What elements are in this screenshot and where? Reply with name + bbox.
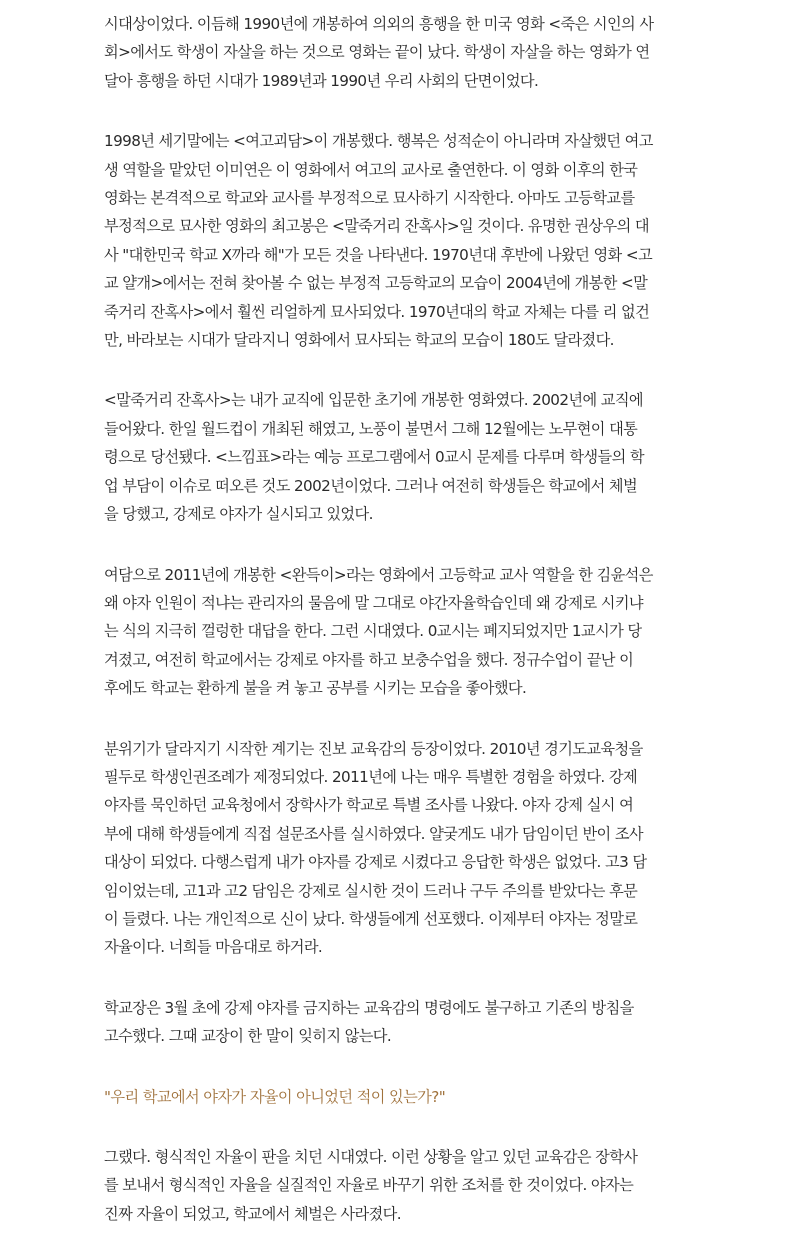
principal-quote	[104, 1083, 704, 1111]
text-line: 겨졌고, 여전히 학교에서는 강제로 야자를 하고 보충수업을 했다. 정규수업이 끝난 이	[104, 650, 634, 669]
paragraph-3	[104, 386, 704, 528]
text-line: 대상이 되었다. 다행스럽게 내가 야자를 강제로 시켰다고 응답한 학생은 없었다. 고3 담	[104, 853, 647, 872]
text-line: 영화는 본격적으로 학교와 교사를 부정적으로 묘사하기 시작한다. 아마도 고등학교를	[104, 189, 635, 208]
text-line: 만, 바라보는 시대가 달라지니 영화에서 묘사되는 학교의 모습이 180도 달라졌다.	[104, 331, 614, 350]
text-line: 임이었는데, 고1과 고2 담임은 강제로 실시한 것이 드러나 구두 주의를 받았다는 후문	[104, 881, 638, 900]
text-line: 을 당했고, 강제로 야자가 실시되고 있었다.	[104, 505, 373, 524]
text-line: 사 "대한민국 학교 X까라 해"가 모든 것을 나타낸다. 1970년대 후반에 나왔던 영화 <고	[104, 245, 653, 264]
text-line: 학교장은 3월 초에 강제 야자를 금지하는 교육감의 명령에도 불구하고 기존의 방침을	[104, 998, 634, 1017]
article-body	[104, 10, 704, 1260]
paragraph-4	[104, 561, 704, 703]
text-line: 고수했다. 그때 교장이 한 말이 잊히지 않는다.	[104, 1027, 392, 1046]
text-line: 부정적으로 묘사한 영화의 최고봉은 <말죽거리 잔혹사>일 것이다. 유명한 권상우의 대	[104, 217, 649, 236]
paragraph-1	[104, 10, 704, 95]
text-line: 후에도 학교는 환하게 불을 켜 놓고 공부를 시키는 모습을 좋아했다.	[104, 679, 527, 698]
paragraph-2	[104, 127, 704, 354]
text-line: 들어왔다. 한일 월드컵이 개최된 해였고, 노풍이 불면서 그해 12월에는 노무현이 대통	[104, 419, 638, 438]
text-line: 업 부담이 이슈로 떠오른 것도 2002년이었다. 그러나 여전히 학생들은 학교에서 체벌	[104, 476, 638, 495]
text-line: 자율이다. 너희들 마음대로 하거라.	[104, 938, 323, 957]
text-line: 회>에서도 학생이 자살을 하는 것으로 영화는 끝이 났다. 학생이 자살을 하는 영화가 연	[104, 43, 650, 62]
text-line: 를 보내서 형식적인 자율을 실질적인 자율로 바꾸기 위한 조처를 한 것이었다. 야자는	[104, 1176, 634, 1195]
paragraph-5	[104, 735, 704, 962]
text-line: 분위기가 달라지기 시작한 계기는 진보 교육감의 등장이었다. 2010년 경기도교육청을	[104, 739, 643, 758]
text-line: 야자를 묵인하던 교육청에서 장학사가 학교로 특별 조사를 나왔다. 야자 강제 실시 여	[104, 796, 634, 815]
paragraph-6	[104, 994, 704, 1051]
text-line: 여담으로 2011년에 개봉한 <완득이>라는 영화에서 고등학교 교사 역할을 한 김윤석은	[104, 565, 653, 584]
text-line: 이 들렸다. 나는 개인적으로 신이 났다. 학생들에게 선포했다. 이제부터 야자는 정말로	[104, 909, 638, 928]
text-line: 달아 흥행을 하던 시대가 1989년과 1990년 우리 사회의 단면이었다.	[104, 71, 539, 90]
text-line: 왜 야자 인원이 적냐는 관리자의 물음에 말 그대로 야간자율학습인데 왜 강제로 시키냐	[104, 593, 643, 612]
text-line: 령으로 당선됐다. <느낌표>라는 예능 프로그램에서 0교시 문제를 다루며 학생들의 학	[104, 448, 644, 467]
text-line: <말죽거리 잔혹사>는 내가 교직에 입문한 초기에 개봉한 영화였다. 2002년에 교직에	[104, 391, 643, 410]
text-line: 그랬다. 형식적인 자율이 판을 치던 시대였다. 이런 상황을 알고 있던 교육감은 장학사	[104, 1148, 638, 1166]
text-line: 진짜 자율이 되었고, 학교에서 체벌은 사라졌다.	[104, 1204, 401, 1223]
text-line: 죽거리 잔혹사>에서 훨씬 리얼하게 묘사되었다. 1970년대의 학교 자체는 다를 리 없건	[104, 302, 650, 321]
text-line: 는 식의 지극히 껄렁한 대답을 한다. 그런 시대였다. 0교시는 폐지되었지만 1교시가 당	[104, 622, 642, 641]
text-line: 부에 대해 학생들에게 직접 설문조사를 실시하였다. 얄궂게도 내가 담임이던 반이 조사	[104, 824, 643, 843]
text-line: 1998년 세기말에는 <여고괴담>이 개봉했다. 행복은 성적순이 아니라며 자살했던 여고	[104, 132, 653, 151]
text-line: 교 얄개>에서는 전혀 찾아볼 수 없는 부정적 고등학교의 모습이 2004년에 개봉한 <말	[104, 274, 648, 293]
paragraph-8	[104, 1143, 704, 1228]
text-line: 시대상이었다. 이듬해 1990년에 개봉하여 의외의 흥행을 한 미국 영화 <죽은 시인의 사	[104, 15, 654, 33]
text-line: 필두로 학생인권조례가 제정되었다. 2011년에 나는 매우 특별한 경험을 하였다. 강제	[104, 767, 638, 786]
text-line: 생 역할을 맡았던 이미연은 이 영화에서 여고의 교사로 출연한다. 이 영화 이후의 한국	[104, 160, 638, 179]
quote-line: "우리 학교에서 야자가 자율이 아니었던 적이 있는가?"	[104, 1087, 446, 1106]
